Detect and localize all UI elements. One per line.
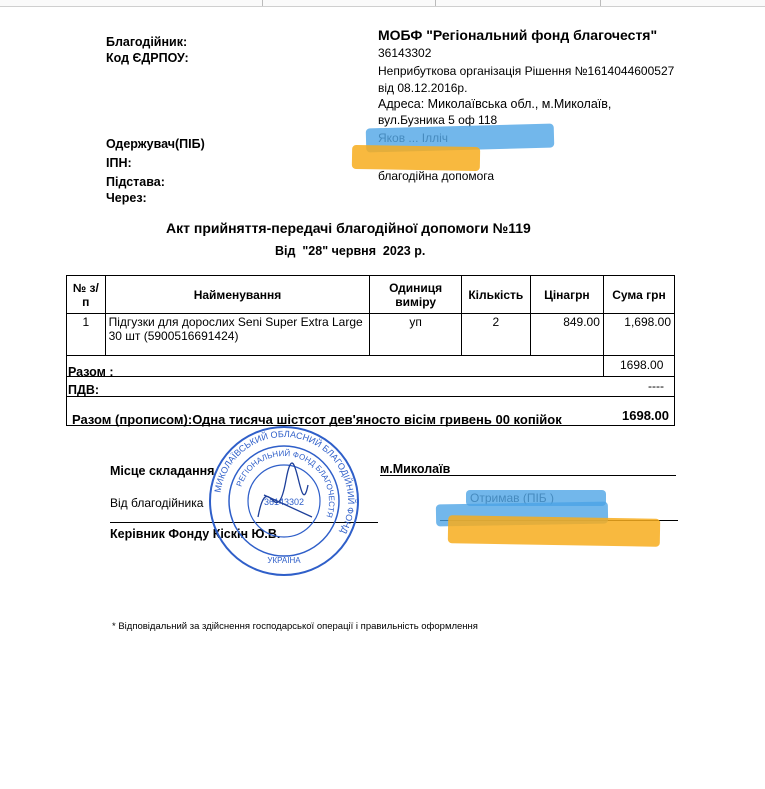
cell-price: 849.00 (530, 314, 603, 356)
total-value: 1698.00 (620, 358, 664, 372)
table-header-row (67, 276, 675, 314)
redaction-orange-ipn (352, 145, 480, 171)
toolbar-divider (262, 0, 263, 6)
place-label: Місце складання (110, 464, 215, 478)
basis-label: Підстава: (106, 175, 165, 189)
head-of-fund: Керівник Фонду Кіскін Ю.В. (110, 527, 281, 541)
total-label: Разом : (68, 365, 114, 379)
items-table (66, 275, 675, 356)
basis-value: благодійна допомога (378, 169, 495, 183)
cell-name: Підгузки для дорослих Seni Super Extra Large 30 шт (5900516691424) (105, 314, 370, 356)
col-header-qty: Кількість (461, 276, 530, 314)
col-header-unit: Одиниця виміру (370, 276, 461, 314)
vat-row-line (66, 396, 675, 397)
place-underline (380, 475, 676, 476)
nonprofit-date: від 08.12.2016р. (378, 81, 468, 95)
totals-divider (603, 354, 604, 377)
col-header-name: Найменування (105, 276, 370, 314)
col-header-price: Цінагрн (530, 276, 603, 314)
total-in-words: Разом (прописом):Одна тисяча шістсот дев'яносто вісім гривень 00 копійок (72, 412, 562, 427)
svg-text:УКРАЇНА: УКРАЇНА (267, 556, 301, 565)
place-value: м.Миколаїв (380, 462, 451, 476)
svg-text:РЕГІОНАЛЬНИЙ ФОНД БЛАГОЧЕСТЯ: РЕГІОНАЛЬНИЙ ФОНД БЛАГОЧЕСТЯ (234, 448, 337, 519)
fund-stamp (208, 425, 360, 582)
cell-qty: 2 (461, 314, 530, 356)
address-line-2: вул.Бузника 5 оф 118 (378, 113, 498, 127)
donor-name: МОБФ "Регіональний фонд благочестя" (378, 27, 658, 43)
cell-number: 1 (67, 314, 106, 356)
via-label: Через: (106, 191, 147, 205)
act-title: Акт прийняття-передачі благодійної допомоги №119 (166, 220, 531, 236)
responsibility-note: * Відповідальний за здійснення господарської операції і правильність оформлення (112, 621, 478, 632)
toolbar-divider (435, 0, 436, 6)
ipn-label: ІПН: (106, 156, 132, 170)
top-toolbar-strip (0, 0, 765, 7)
cell-sum: 1,698.00 (603, 314, 674, 356)
edrpou-value: 36143302 (378, 46, 432, 60)
recipient-label: Одержувач(ПІБ) (106, 137, 205, 151)
col-header-number: № з/п (67, 276, 106, 314)
svg-text:36143302: 36143302 (263, 497, 305, 507)
stamp-seal (208, 425, 360, 577)
vat-value: ---- (648, 379, 664, 393)
from-donor-label: Від благодійника (110, 496, 204, 510)
address-line-1: Адреса: Миколаївська обл., м.Миколаїв, (378, 97, 612, 111)
totals-row-line (66, 376, 675, 377)
donor-label: Благодійник: (106, 35, 188, 49)
vat-label: ПДВ: (68, 383, 100, 397)
nonprofit-decision: Неприбуткова організація Рішення №1614044600527 (378, 64, 675, 78)
redaction-orange-receiver (448, 515, 660, 547)
table-row (67, 314, 675, 356)
total-in-words-value: 1698.00 (622, 408, 669, 423)
cell-unit: уп (370, 314, 461, 356)
edrpou-label: Код ЄДРПОУ: (106, 51, 189, 65)
col-header-sum: Сума грн (603, 276, 674, 314)
toolbar-divider (600, 0, 601, 6)
svg-text:МИКОЛАЇВСЬКИЙ ОБЛАСНИЙ БЛАГОДІ: МИКОЛАЇВСЬКИЙ ОБЛАСНИЙ БЛАГОДІЙНИЙ ФОНД (212, 428, 357, 536)
act-date: Від "28" червня 2023 р. (275, 244, 426, 258)
